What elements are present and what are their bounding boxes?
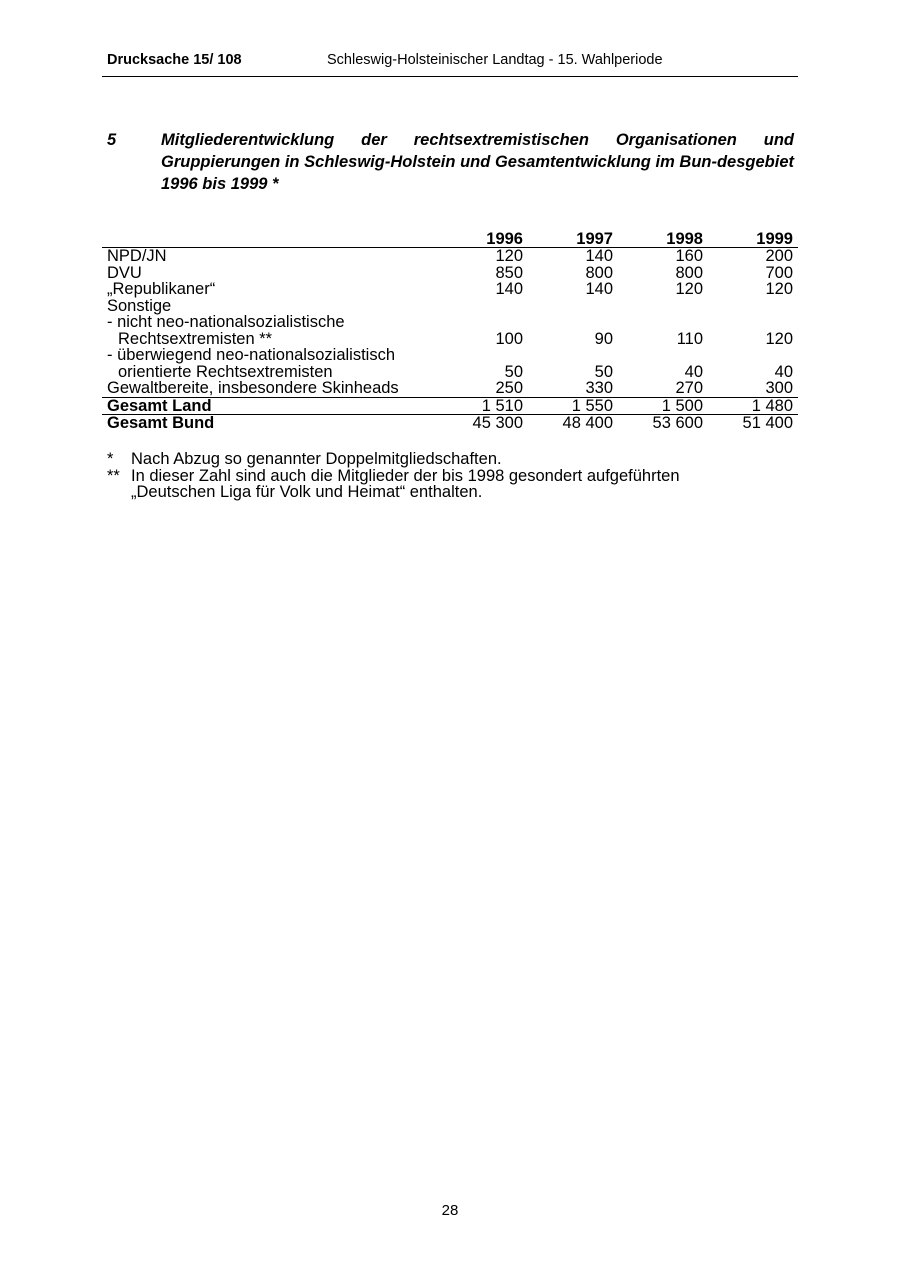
cell-value: 100 <box>495 329 523 348</box>
row-label: DVU <box>107 263 142 282</box>
cell-value: 120 <box>495 247 523 265</box>
row-label: Gewaltbereite, insbesondere Skinheads <box>107 379 399 397</box>
cell-value: 53 600 <box>618 415 708 432</box>
table-row <box>102 281 798 298</box>
document-number: Drucksache 15/ 108 <box>107 52 242 68</box>
cell-value: 40 <box>684 362 703 381</box>
cell-value: 1 550 <box>528 397 618 415</box>
table-row <box>102 347 798 364</box>
cell-value: 51 400 <box>708 415 798 432</box>
row-label: Gesamt Land <box>102 397 438 415</box>
year-header: 1997 <box>528 229 618 248</box>
cell-value: 800 <box>585 263 613 282</box>
total-bund-row <box>102 415 798 432</box>
row-label: orientierte Rechtsextremisten <box>118 362 333 381</box>
footnote-mark: * <box>107 450 114 468</box>
cell-value: 1 510 <box>438 397 528 415</box>
footnote <box>107 451 797 468</box>
cell-value <box>528 314 618 331</box>
footnotes <box>107 451 797 501</box>
cell-value <box>708 298 798 315</box>
label-column-header <box>102 229 438 248</box>
section-number: 5 <box>107 131 117 149</box>
cell-value: 200 <box>765 247 793 265</box>
cell-value: 120 <box>765 329 793 348</box>
table-row <box>102 314 798 331</box>
cell-value <box>618 347 708 364</box>
cell-value <box>528 347 618 364</box>
cell-value <box>618 298 708 315</box>
table-row <box>102 364 798 381</box>
table-row <box>102 380 798 397</box>
cell-value: 110 <box>676 329 703 348</box>
table-row <box>102 331 798 348</box>
cell-value: 50 <box>594 362 613 381</box>
cell-value: 48 400 <box>528 415 618 432</box>
footnote <box>107 468 797 501</box>
cell-value: 90 <box>594 329 613 348</box>
cell-value: 330 <box>585 379 613 397</box>
row-label: - nicht neo-nationalsozialistische <box>107 313 345 331</box>
table-row <box>102 265 798 282</box>
membership-table <box>102 229 798 432</box>
section-heading <box>107 129 794 195</box>
cell-value: 1 500 <box>618 397 708 415</box>
total-land-row <box>102 397 798 415</box>
cell-value: 250 <box>495 379 523 397</box>
page-header <box>102 52 798 77</box>
footnote-text-continued: „Deutschen Liga für Volk und Heimat“ enthalten. <box>131 483 483 501</box>
cell-value: 700 <box>765 263 793 282</box>
page-number: 28 <box>441 1202 459 1219</box>
table-row <box>102 248 798 265</box>
cell-value <box>438 298 528 315</box>
cell-value: 120 <box>765 280 793 298</box>
cell-value: 140 <box>585 280 613 298</box>
cell-value: 140 <box>585 247 613 265</box>
footnote-text: Nach Abzug so genannter Doppelmitgliedschaften. <box>131 450 502 468</box>
cell-value: 40 <box>774 362 793 381</box>
cell-value <box>438 347 528 364</box>
row-label: Rechtsextremisten ** <box>118 329 273 348</box>
cell-value: 140 <box>495 280 523 298</box>
cell-value: 300 <box>765 379 793 397</box>
year-header: 1996 <box>438 229 528 248</box>
cell-value: 120 <box>675 280 703 298</box>
cell-value: 1 480 <box>708 397 798 415</box>
row-label: - überwiegend neo-nationalsozialistisch <box>107 346 396 364</box>
row-label: Sonstige <box>107 296 172 315</box>
cell-value <box>618 314 708 331</box>
cell-value <box>708 347 798 364</box>
row-label: NPD/JN <box>107 247 167 265</box>
year-header: 1998 <box>618 229 708 248</box>
cell-value: 800 <box>675 263 703 282</box>
cell-value <box>528 298 618 315</box>
cell-value: 160 <box>675 247 703 265</box>
cell-value: 270 <box>675 379 703 397</box>
footnote-mark: ** <box>107 466 120 485</box>
footnote-text: In dieser Zahl sind auch die Mitglieder der bis 1998 gesondert aufgeführten <box>131 466 680 485</box>
cell-value <box>438 314 528 331</box>
cell-value <box>708 314 798 331</box>
cell-value: 850 <box>495 263 523 282</box>
year-header: 1999 <box>708 229 798 248</box>
section-title: Mitgliederentwicklung der rechtsextremistischen Organisationen und Gruppierungen in Schleswig-Holstein und Gesamtentwicklung im Bun-desgebiet 1996 bis 1999 * <box>161 131 794 193</box>
cell-value: 45 300 <box>438 415 528 432</box>
row-label: Gesamt Bund <box>102 415 438 432</box>
row-label: „Republikaner“ <box>107 280 216 298</box>
cell-value: 50 <box>504 362 523 381</box>
table-header-row <box>102 229 798 248</box>
header-title: Schleswig-Holsteinischer Landtag - 15. Wahlperiode <box>327 52 663 68</box>
table-row <box>102 298 798 315</box>
